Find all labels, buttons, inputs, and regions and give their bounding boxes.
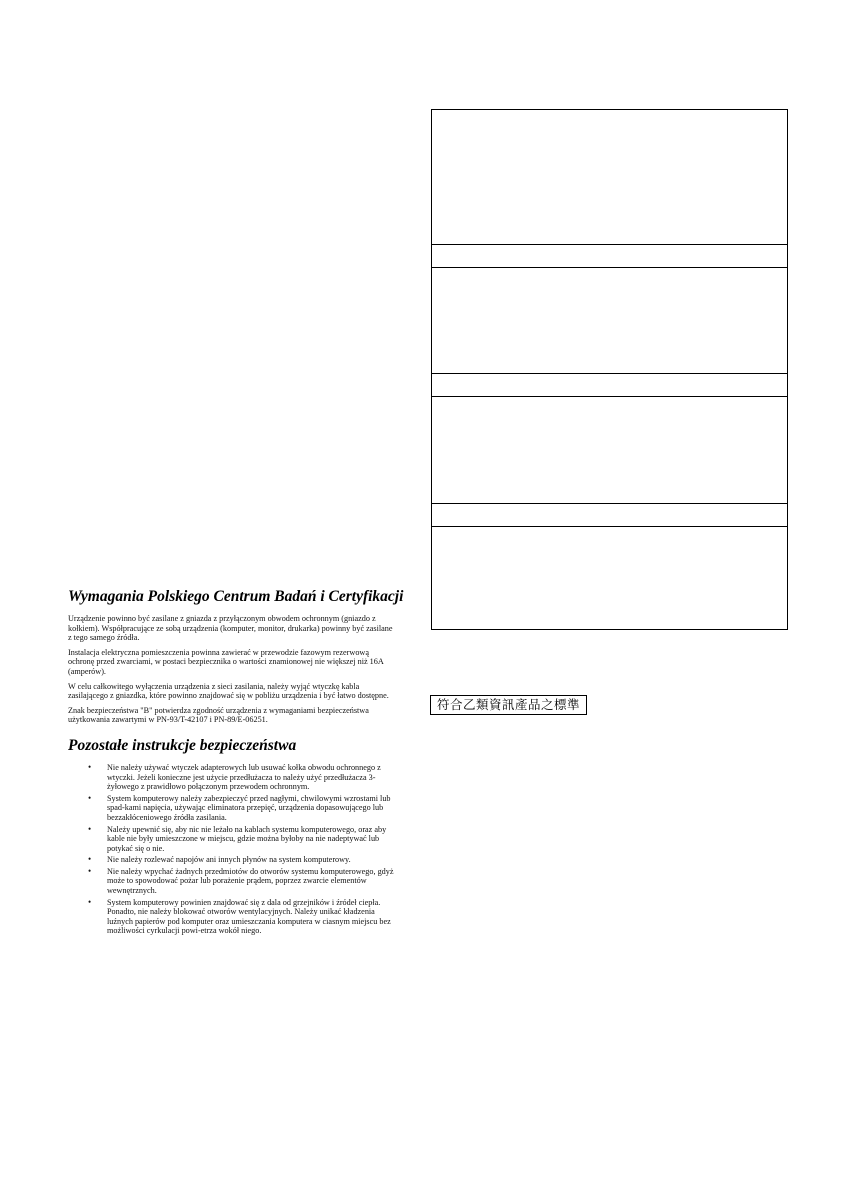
list-item <box>68 825 396 854</box>
list-item <box>68 867 396 896</box>
other-safety-section-title: Pozostałe instrukcje bezpieczeństwa <box>68 736 297 754</box>
pcbc-section-title: Wymagania Polskiego Centrum Badań i Certyfikacji <box>68 588 404 605</box>
list-item <box>68 763 396 792</box>
box-divider <box>432 267 787 268</box>
box-divider <box>432 244 787 245</box>
bullet-icon: • <box>88 865 92 876</box>
list-item-text: System komputerowy należy zabezpieczyć przed nagłymi, chwilowymi wzrostami lub spad-kami napięcia, używając eliminatora przepięć, urządzenia dopasowującego lub bezzakłóceniowego źródła zasilania. <box>107 793 391 822</box>
list-item-text: Należy upewnić się, aby nic nie leżało na kablach systemu komputerowego, oraz aby kable nie były umieszczone w miejscu, gdzie można byłoby na nie nadeptywać lub potykać się o nie. <box>107 824 387 853</box>
list-item <box>68 855 396 865</box>
list-item <box>68 794 396 823</box>
bullet-icon: • <box>88 896 92 907</box>
pcbc-paragraph-4: Znak bezpieczeństwa "B" potwierdza zgodność urządzenia z wymaganiami bezpieczeństwa użytkowania zawartymi w PN-93/T-42107 i PN-89/E-06251. <box>68 705 369 725</box>
left-column <box>68 588 404 938</box>
empty-form-box <box>431 109 788 630</box>
pcbc-paragraph-1: Urządzenie powinno być zasilane z gniazda z przyłączonym obwodem ochronnym (gniazdo z kołkiem). Współpracujące ze sobą urządzenia (komputer, monitor, drukarka) powinny być zasilane z tego samego źródła. <box>68 614 393 643</box>
box-divider <box>432 526 787 527</box>
other-safety-list <box>68 763 396 936</box>
bullet-icon: • <box>88 823 92 834</box>
list-item-text: Nie należy używać wtyczek adapterowych lub usuwać kołka obwodu ochronnego z wtyczki. Jeżeli konieczne jest użycie przedłużacza to należy użyć przedłużacza 3-żyłowego z prawidłowo połączonym przewodem ochronnym. <box>107 762 381 792</box>
bullet-icon: • <box>88 792 92 803</box>
list-item <box>68 898 396 936</box>
bullet-icon: • <box>88 854 92 865</box>
pcbc-paragraph-2: Instalacja elektryczna pomieszczenia powinna zawierać w przewodzie fazowym rezerwową ochronę przed zwarciami, w postaci bezpiecznika o wartości znamionowej nie większej niż 16A (amperów). <box>68 647 384 676</box>
list-item-text: Nie należy rozlewać napojów ani innych płynów na system komputerowy. <box>107 855 351 865</box>
list-item-text: Nie należy wpychać żadnych przedmiotów do otworów systemu komputerowego, gdyż może to spowodować pożar lub porażenie prądem, poprzez zwarcie elementów wewnętrznych. <box>107 866 394 896</box>
box-divider <box>432 396 787 397</box>
box-divider <box>432 503 787 504</box>
list-item-text: System komputerowy powinien znajdować się z dala od grzejników i źródeł ciepła. Ponadto, nie należy blokować otworów wentylacyjnych. Należy unikać kładzenia luźnych papierów pod komputer oraz umieszczania komputera w ciasnym miejscu bez możliwości cyrkulacji powi-etrza wokół niego. <box>107 897 391 936</box>
taiwan-class-b-label: 符合乙類資訊產品之標準 <box>430 695 587 715</box>
pcbc-paragraph-3: W celu całkowitego wyłączenia urządzenia z sieci zasilania, należy wyjąć wtyczkę kabla zasilającego z gniazdka, które powinno znajdować się w pobliżu urządzenia i być łatwo dostępne. <box>68 681 389 701</box>
box-divider <box>432 373 787 374</box>
bullet-icon: • <box>88 761 92 772</box>
